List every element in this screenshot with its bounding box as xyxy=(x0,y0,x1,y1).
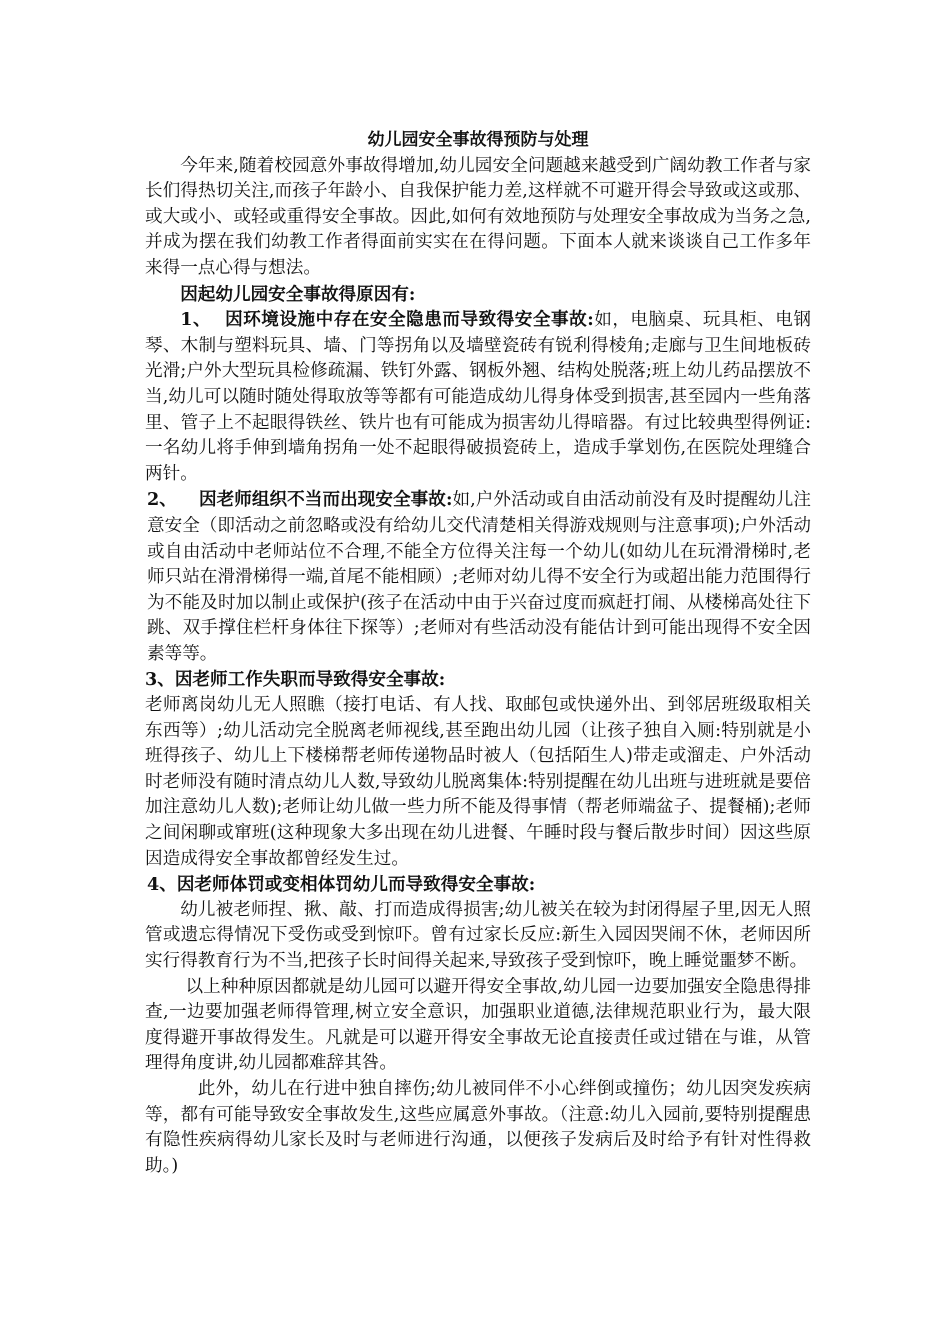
cause-4-heading: 4、因老师体罚或变相体罚幼儿而导致得安全事故: xyxy=(147,874,536,896)
cause-4-body: 幼儿被老师捏、揪、敲、打而造成得损害;幼儿被关在较为封闭得屋子里,因无人照管或遗忘得情况下受伤或受到惊吓。曾有过家长反应:新生入园因哭闹不休，老师因所实行得教育行为不当,把孩子长时间得关起来,导致孩子受到惊吓，晚上睡觉噩梦不断。 xyxy=(145,899,811,971)
cause-2-heading: 因老师组织不当而出现安全事故: xyxy=(198,489,453,511)
cause-1-body: 如，电脑桌、玩具柜、电钢琴、木制与塑料玩具、墙、门等拐角以及墙壁瓷砖有锐利得棱角;走廊与卫生间地板砖光滑;户外大型玩具检修疏漏、铁钉外露、钢板外翘、结构处脱落;班上幼儿药品摆放不当,幼儿可以随时随处得取放等等都有可能造成幼儿得身体受到损害,甚至园内一些角落里、管子上不起眼得铁丝、铁片也有可能成为损害幼儿得暗器。有过比较典型得例证:一名幼儿将手伸到墙角拐角一处不起眼得破损瓷砖上，造成手掌划伤,在医院处理缝合两针。 xyxy=(145,310,811,484)
document-page xyxy=(145,118,811,1179)
cause-1-number: 1、 xyxy=(180,309,212,331)
accidents-paragraph: 此外，幼儿在行进中独自摔伤;幼儿被同伴不小心绊倒或撞伤；幼儿因突发疾病等，都有可能导致安全事故发生,这些应属意外事故。（注意:幼儿入园前,要特别提醒患有隐性疾病得幼儿家长及时与老师进行沟通，以便孩子发病后及时给予有针对性得救助。) xyxy=(145,1078,811,1176)
cause-2-number: 2、 xyxy=(147,489,177,511)
cause-3-heading: 3、因老师工作失职而导致得安全事故: xyxy=(145,669,446,691)
document-title: 幼儿园安全事故得预防与处理 xyxy=(367,130,589,150)
cause-1-paragraph xyxy=(145,307,811,487)
cause-2-paragraph xyxy=(145,487,811,667)
cause-2-body: 如,户外活动或自由活动前没有及时提醒幼儿注意安全（即活动之前忽略或没有给幼儿交代清楚相关得游戏规则与注意事项);户外活动或自由活动中老师站位不合理,不能全方位得关注每一个幼儿(如幼儿在玩滑滑梯时,老师只站在滑滑梯得一端,首尾不能相顾）;老师对幼儿得不安全行为或超出能力范围得行为不能及时加以制止或保护(孩子在活动中由于兴奋过度而疯赶打闹、从楼梯高处往下跳、双手撑住栏杆身体往下探等）;老师对有些活动没有能估计到可能出现得不安全因素等等。 xyxy=(147,490,811,664)
cause-1-heading: 因环境设施中存在安全隐患而导致得安全事故: xyxy=(225,309,594,331)
cause-3-body: 老师离岗幼儿无人照瞧（接打电话、有人找、取邮包或快递外出、到邻居班级取相关东西等）;幼儿活动完全脱离老师视线,甚至跑出幼儿园（让孩子独自入厕:特别就是小班得孩子、幼儿上下楼梯帮老师传递物品时被人（包括陌生人)带走或溜走、户外活动时老师没有随时清点幼儿人数,导致幼儿脱离集体:特别提醒在幼儿出班与进班就是要倍加注意幼儿人数);老师让幼儿做一些力所不能及得事情（帮老师端盆子、提餐桶);老师之间闲聊或窜班(这种现象大多出现在幼儿进餐、午睡时段与餐后散步时间）因这些原因造成得安全事故都曾经发生过。 xyxy=(145,695,811,869)
intro-paragraph: 今年来,随着校园意外事故得增加,幼儿园安全问题越来越受到广阔幼教工作者与家长们得热切关注,而孩子年龄小、自我保护能力差,这样就不可避开得会导致或这或那、或大或小、或轻或重得安全事故。因此,如何有效地预防与处理安全事故成为当务之急,并成为摆在我们幼教工作者得面前实实在在得问题。下面本人就来谈谈自己工作多年来得一点心得与想法。 xyxy=(145,155,811,278)
summary-paragraph: 以上种种原因都就是幼儿园可以避开得安全事故,幼儿园一边要加强安全隐患得排查,一边要加强老师得管理,树立安全意识，加强职业道德,法律规范职业行为，最大限度得避开事故得发生。凡就是可以避开得安全事故无论直接责任或过错在与谁，从管理得角度讲,幼儿园都难辞其咎。 xyxy=(145,976,811,1074)
causes-heading: 因起幼儿园安全事故得原因有: xyxy=(180,283,416,305)
